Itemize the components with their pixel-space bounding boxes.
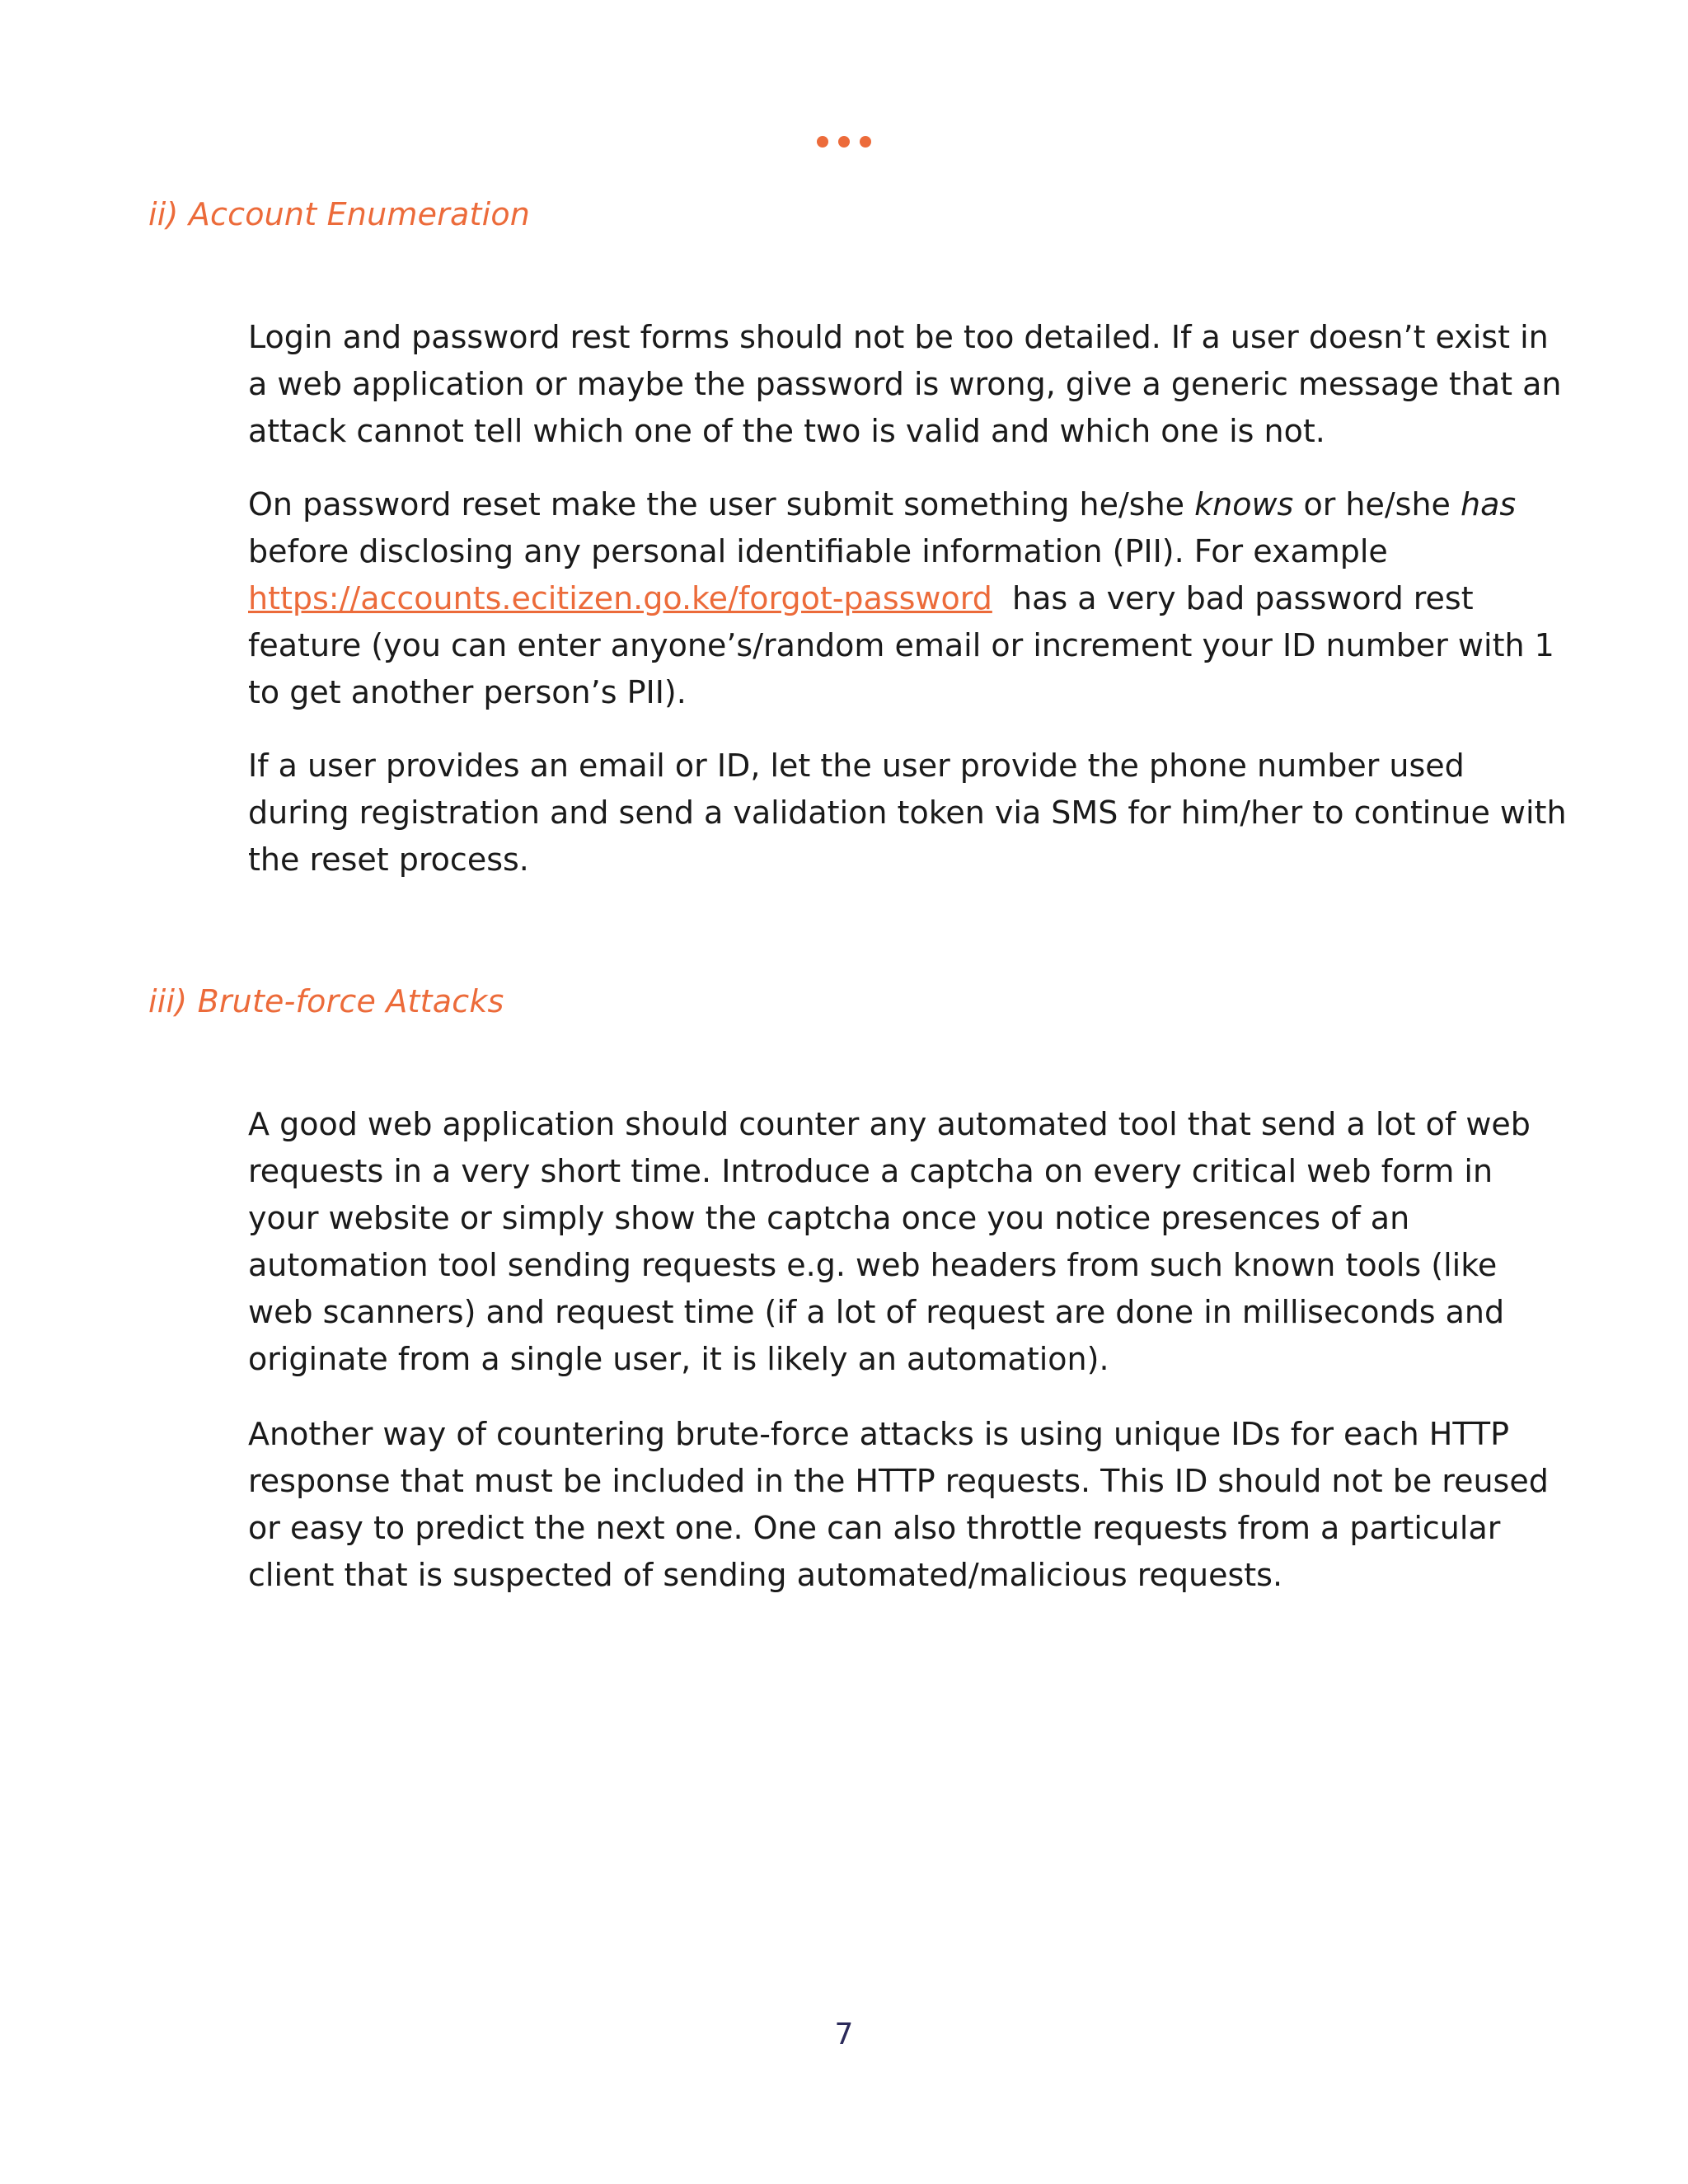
paragraph-text: or he/she: [1293, 486, 1461, 523]
paragraph-text: On password reset make the user submit something he/she: [248, 486, 1195, 523]
paragraph-sms-validation: If a user provides an email or ID, let the user provide the phone number used during registration and send a validation token via SMS for him/her to continue with the reset process.: [248, 748, 1567, 878]
paragraph-unique-ids: Another way of countering brute-force attacks is using unique IDs for each HTTP response that must be included in the HTTP requests. This ID should not be reused or easy to predict the next one. One can also throttle requests from a particular client that is suspected of sending automated/malicious requests.: [248, 1416, 1549, 1593]
forgot-password-link[interactable]: https://accounts.ecitizen.go.ke/forgot-password: [248, 580, 992, 616]
header-dots-decoration: [0, 135, 1688, 152]
paragraph-text: has a very bad password rest feature (you can enter anyone’s/random email or increment your ID number with 1 to get another person’s PII).: [248, 580, 1564, 710]
dot-icon: [838, 136, 850, 148]
page-number: 7: [834, 2018, 854, 2051]
dot-icon: [860, 136, 871, 148]
paragraph-captcha: A good web application should counter any automated tool that send a lot of web requests in a very short time. Introduce a captcha on every critical web form in your website or simply show the captcha once you notice presences of an automation tool sending requests e.g. web headers from such known tools (like web scanners) and request time (if a lot of request are done in milliseconds and originate from a single user, it is likely an automation).: [248, 1106, 1531, 1377]
section-heading-brute-force: iii) Brute-force Attacks: [148, 983, 504, 1019]
paragraph-text: before disclosing any personal identifiable information (PII). For example: [248, 533, 1388, 569]
section-heading-account-enumeration: ii) Account Enumeration: [148, 196, 531, 232]
paragraph-password-reset: [248, 481, 1567, 716]
emphasis-knows: knows: [1194, 486, 1294, 523]
paragraph-login-forms: Login and password rest forms should not be too detailed. If a user doesn’t exist in a web application or maybe the password is wrong, give a generic message that an attack cannot tell which one of the two is valid and which one is not.: [248, 319, 1562, 449]
dot-icon: [817, 136, 828, 148]
emphasis-has: has: [1461, 486, 1517, 523]
